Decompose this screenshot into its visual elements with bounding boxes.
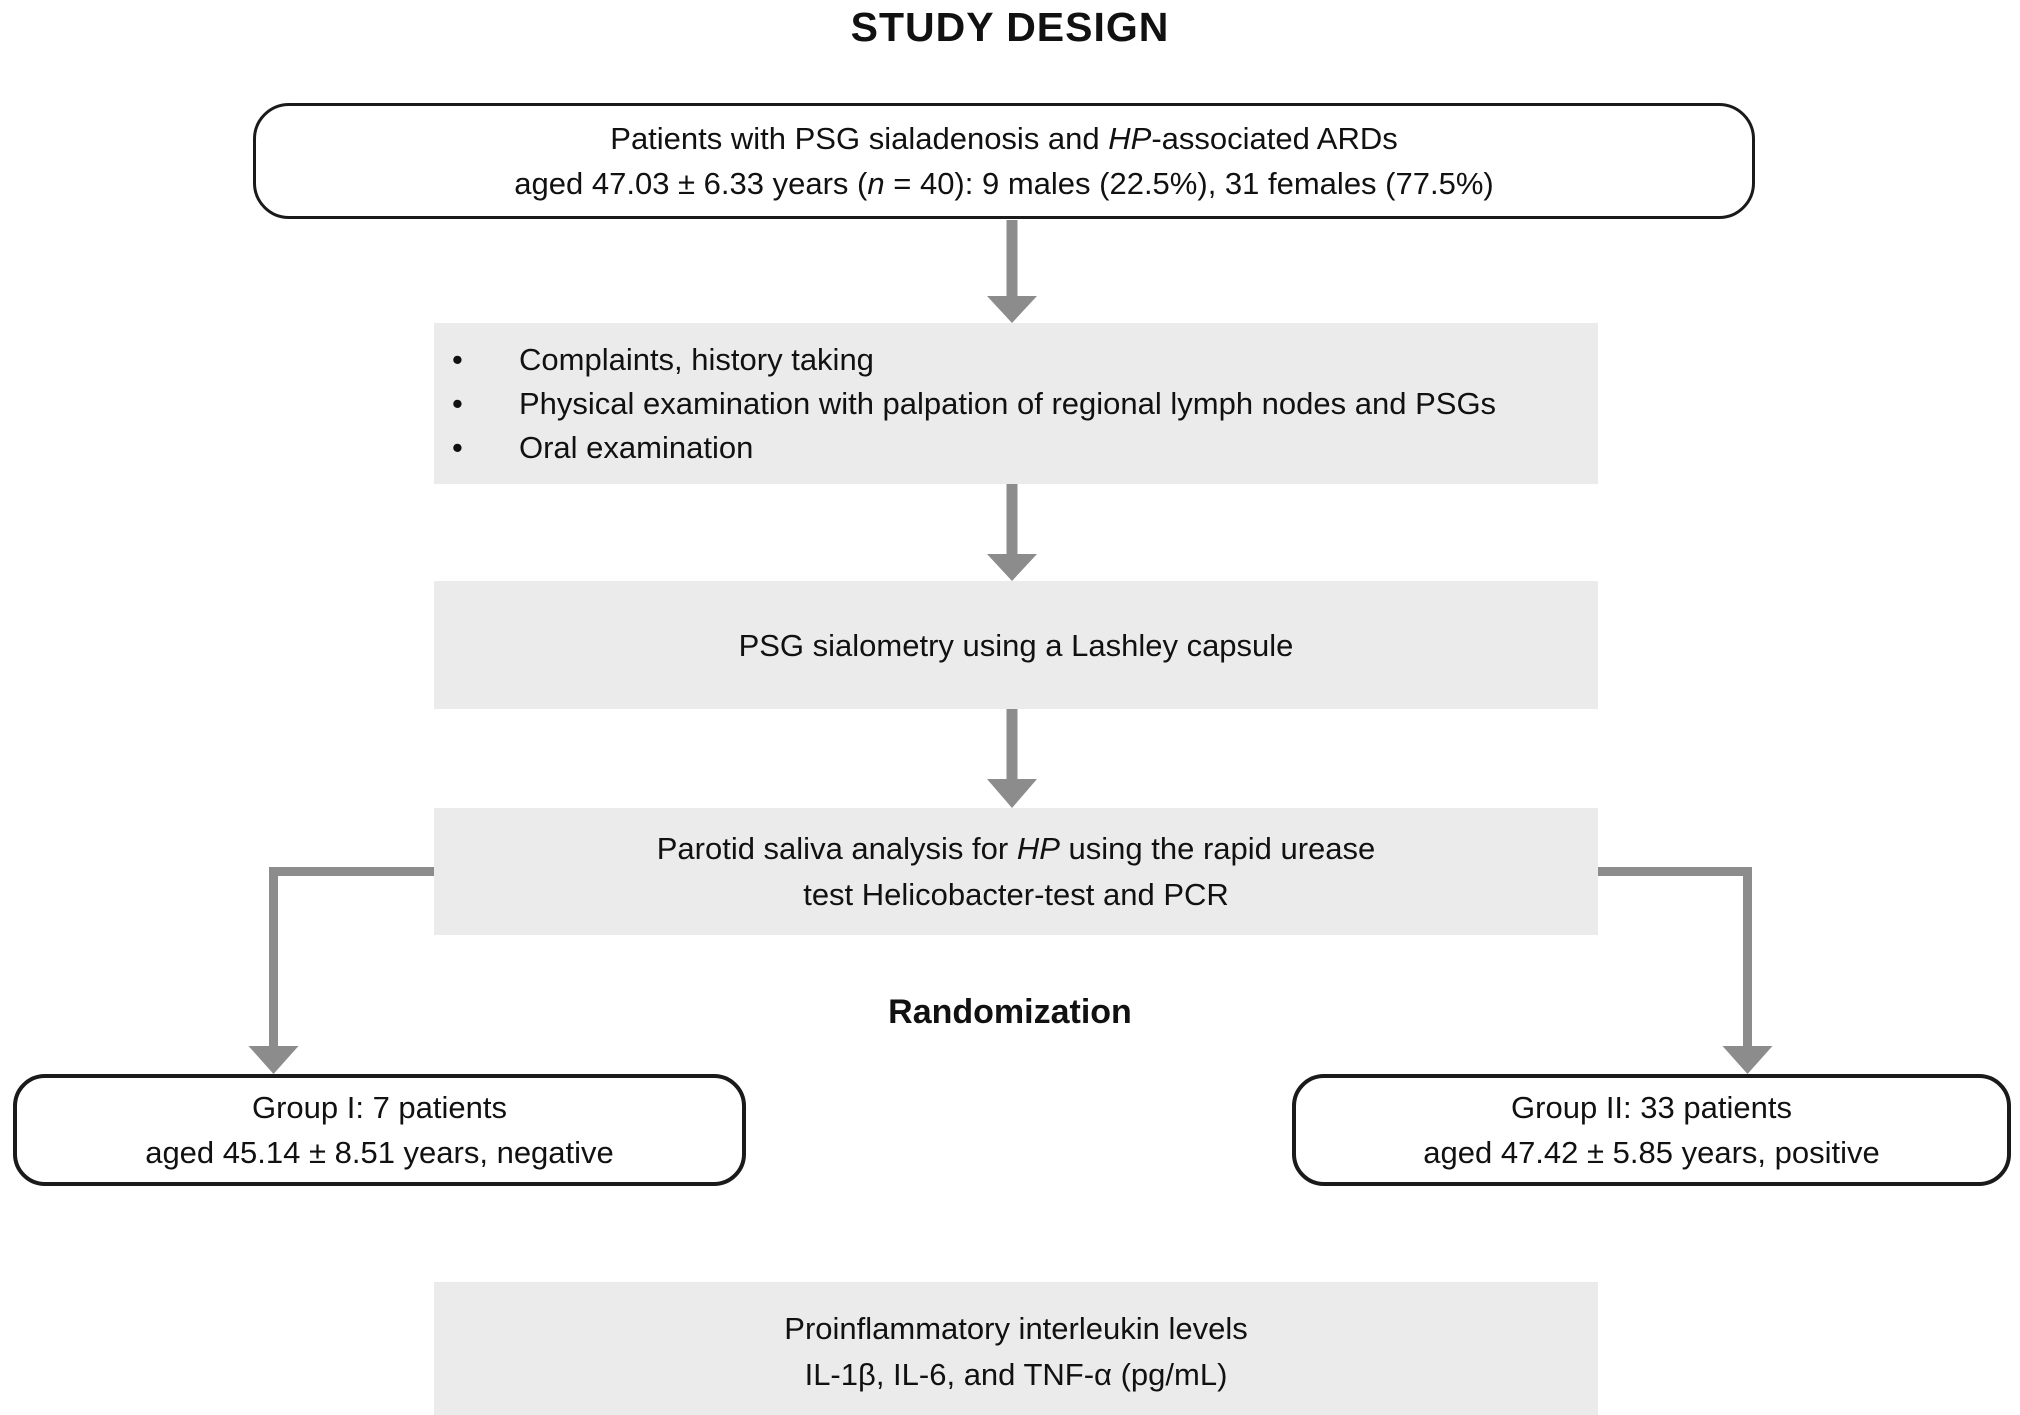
node-sialometry [434,581,1598,709]
bullet-text: Physical examination with palpation of regional lymph nodes and PSGs [519,385,1497,421]
node-group1-line1: Group I: 7 patients [251,1090,508,1125]
node-analysis-line1-italic: HP [1016,830,1060,866]
page-title: STUDY DESIGN [850,4,1170,50]
node-outcome-line2: IL-1β, IL-6, and TNF-α (pg/mL) [804,1357,1228,1392]
node-patients-line2-post: = 40): 9 males (22.5%), 31 females (77.5%) [884,166,1494,201]
list-item [434,426,1598,470]
node-analysis-line2: test Helicobacter-test and PCR [803,876,1229,912]
node-group2-line2: aged 47.42 ± 5.85 years, positive [1423,1135,1880,1170]
arrow-assessment-to-sialometry-icon [987,484,1037,581]
node-group1-line2: aged 45.14 ± 8.51 years, negative [145,1135,614,1170]
node-patients-line1 [610,116,1397,161]
node-outcome-line1: Proinflammatory interleukin levels [784,1311,1248,1346]
bullet-icon: • [452,341,463,377]
node-analysis-line1-post: using the rapid urease [1059,830,1376,866]
node-analysis-line1-pre: Parotid saliva analysis for [656,830,1017,866]
node-patients-line1-pre: Patients with PSG sialadenosis and [610,121,1109,156]
node-outcome [434,1282,1598,1415]
node-patients-line1-post: -associated ARDs [1151,121,1398,156]
node-analysis-line1 [657,826,1376,872]
bullet-text: Oral examination [519,429,754,465]
node-group1 [13,1074,746,1186]
bullet-icon: • [452,429,463,465]
node-saliva-analysis [434,808,1598,935]
node-group2 [1292,1074,2011,1186]
bullet-icon: • [452,385,463,421]
node-patients [253,103,1755,219]
node-patients-line2-italic: n [867,166,885,201]
node-assessment [434,323,1598,484]
connector-analysis-to-group2-icon [1598,872,1773,1075]
bullet-text: Complaints, history taking [519,341,874,377]
randomization-label: Randomization [888,993,1132,1031]
list-item [434,338,1598,382]
node-patients-line2-pre: aged 47.03 ± 6.33 years ( [514,166,868,201]
node-patients-line2 [514,161,1493,206]
list-item [434,382,1598,426]
connector-analysis-to-group1-icon [249,872,435,1075]
node-sialometry-text: PSG sialometry using a Lashley capsule [738,627,1294,663]
node-group2-line1: Group II: 33 patients [1511,1090,1792,1125]
arrow-patients-to-assessment-icon [987,220,1037,323]
arrow-sialometry-to-analysis-icon [987,709,1037,808]
node-patients-line1-italic: HP [1108,121,1152,156]
